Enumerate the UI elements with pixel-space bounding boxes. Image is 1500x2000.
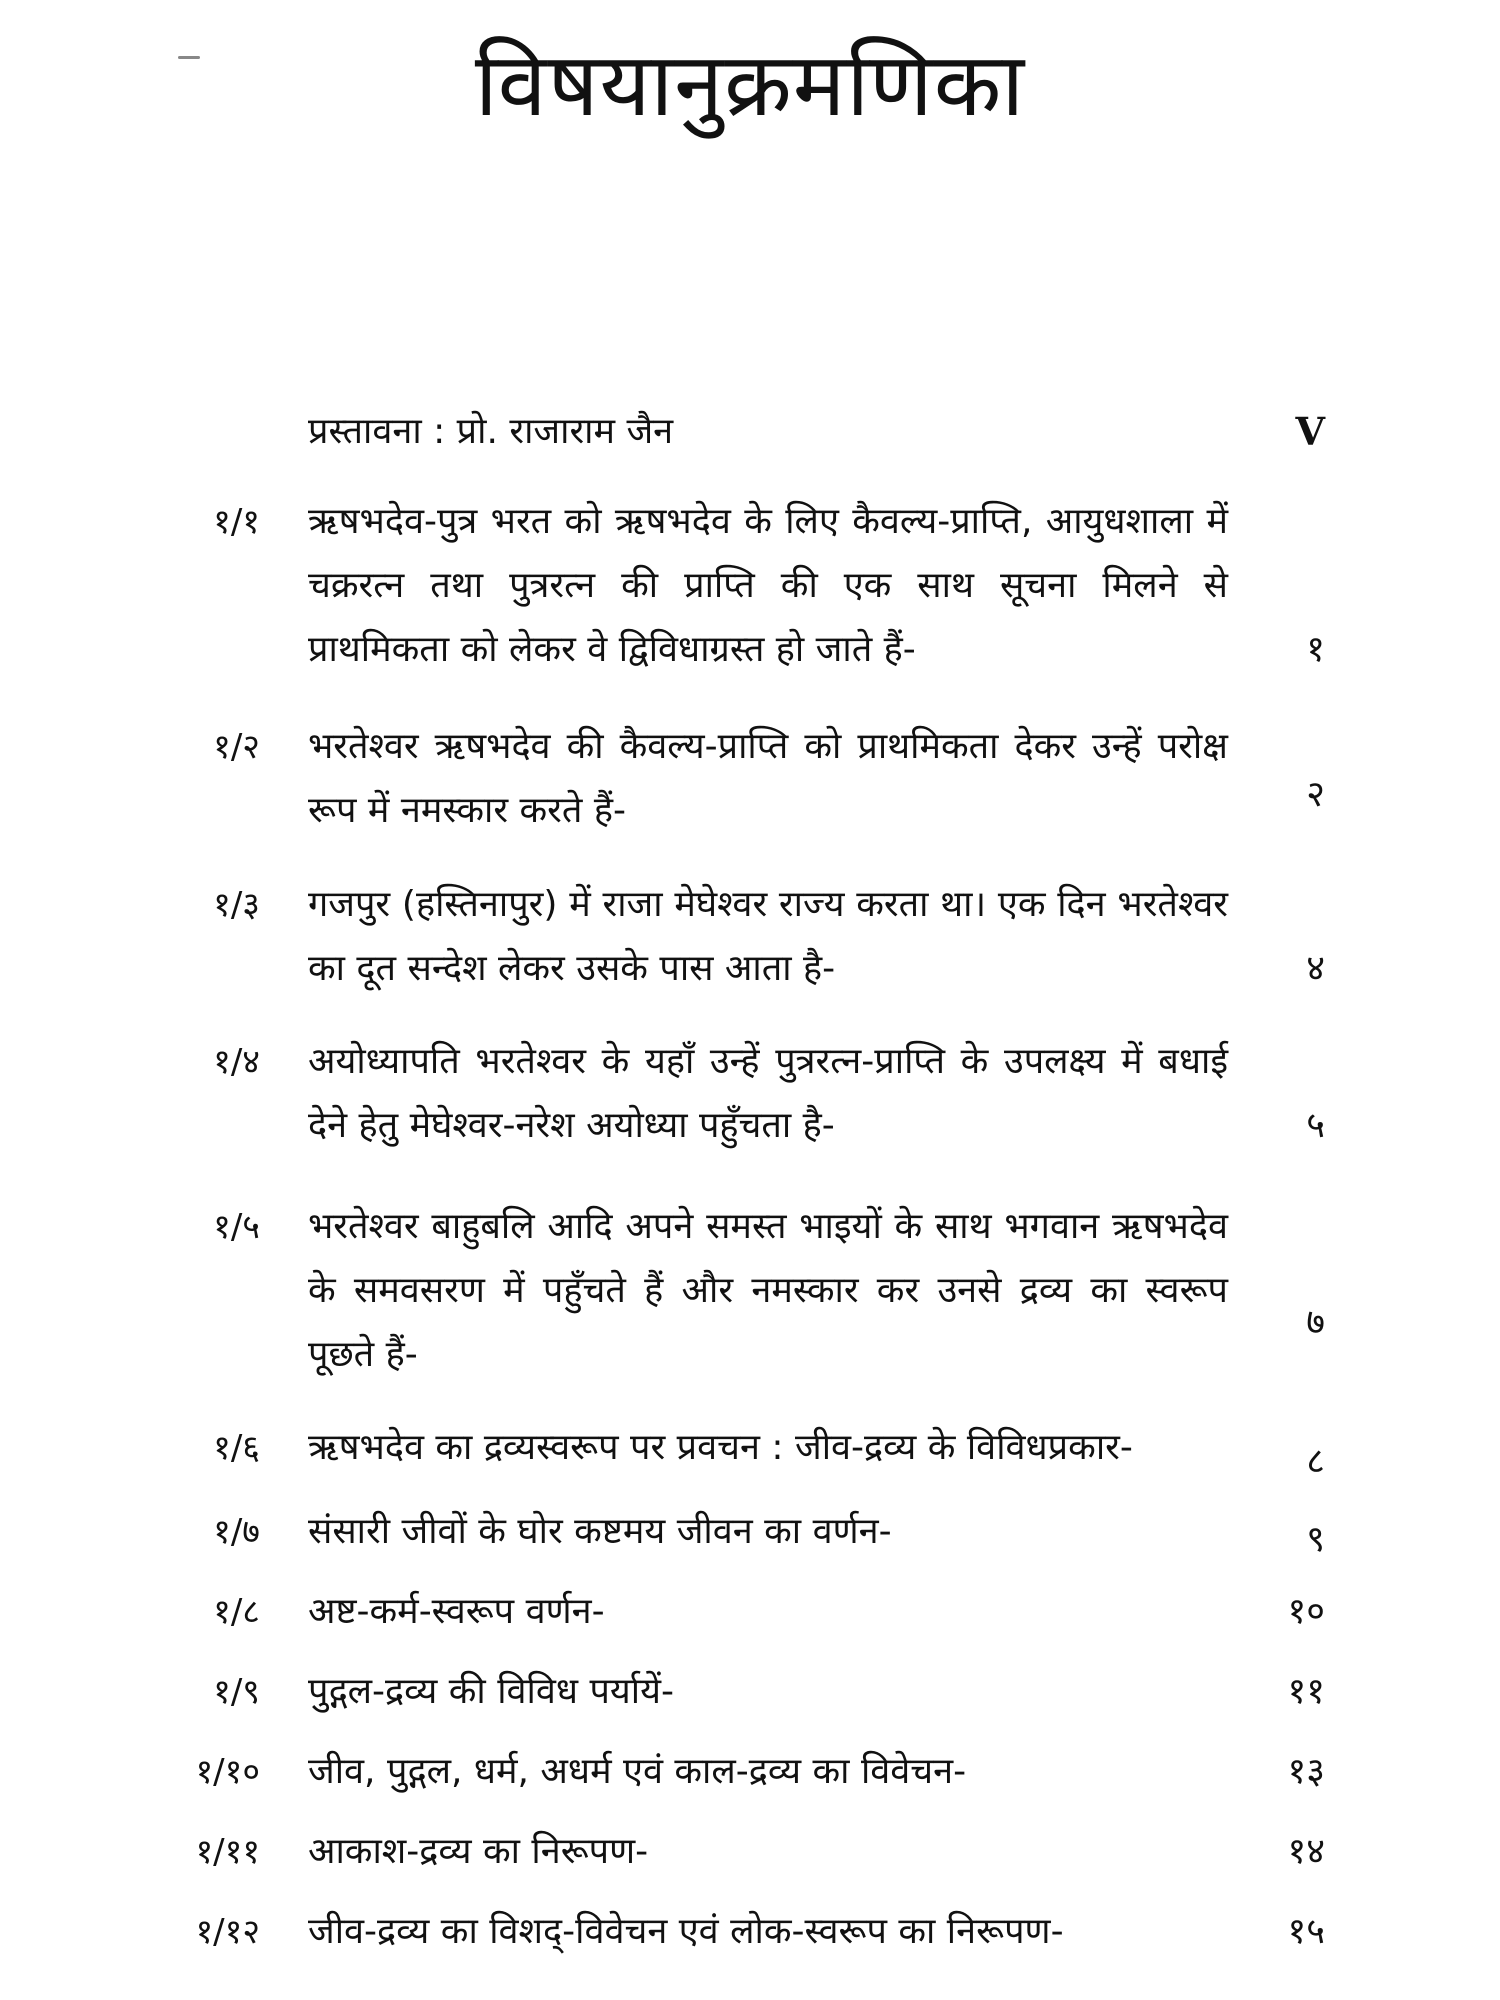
entry-number: १/७ <box>213 1512 260 1552</box>
entry-number: १/९ <box>213 1672 260 1712</box>
entry-number: १/५ <box>213 1207 260 1247</box>
entry-text: जीव, पुद्गल, धर्म, अधर्म एवं काल-द्रव्य का विवेचन- <box>308 1751 967 1792</box>
entry-page: ४ <box>1306 948 1325 989</box>
entry-page: १३ <box>1287 1751 1325 1792</box>
entry-number: १/१२ <box>195 1912 260 1952</box>
entry-number: १/८ <box>213 1592 260 1632</box>
entry-page: १५ <box>1287 1911 1325 1952</box>
entry-page: १ <box>1306 629 1325 670</box>
entry-number: १/३ <box>213 885 260 925</box>
entry-text: भरतेश्वर ऋषभदेव की कैवल्य-प्राप्ति को प्राथमिकता देकर उन्हें परोक्ष रूप में नमस्कार करते हैं- <box>308 726 1228 831</box>
entry-text: आकाश-द्रव्य का निरूपण- <box>308 1831 649 1872</box>
entry-page: १४ <box>1287 1831 1325 1872</box>
entry-number: १/११ <box>195 1832 260 1872</box>
entry-text: जीव-द्रव्य का विशद्-विवेचन एवं लोक-स्वरूप का निरूपण- <box>308 1911 1064 1952</box>
entry-number: १/१० <box>195 1752 260 1792</box>
entry-text: भरतेश्वर बाहुबलि आदि अपने समस्त भाइयों के साथ भगवान ऋषभदेव के समवसरण में पहुँचते हैं और नमस्कार कर उनसे द्रव्य का स्वरूप पूछते हैं- <box>308 1206 1228 1375</box>
entry-text: अयोध्यापति भरतेश्वर के यहाँ उन्हें पुत्ररत्न-प्राप्ति के उपलक्ष्य में बधाई देने हेतु मेघेश्वर-नरेश अयोध्या पहुँचता है- <box>308 1041 1228 1146</box>
entry-text: ऋषभदेव-पुत्र भरत को ऋषभदेव के लिए कैवल्य-प्राप्ति, आयुधशाला में चक्ररत्न तथा पुत्ररत्न की प्राप्ति की एक साथ सूचना मिलने से प्राथमिकता को लेकर वे द्विविधाग्रस्त हो जाते हैं- <box>308 501 1228 670</box>
entry-page: २ <box>1306 774 1325 815</box>
entry-page: ९ <box>1306 1519 1325 1560</box>
entry-number: १/४ <box>213 1042 260 1082</box>
entry-text: प्रस्तावना : प्रो. राजाराम जैन <box>308 411 674 452</box>
page-title: विषयानुक्रमणिका <box>474 33 1026 136</box>
entry-page: ५ <box>1306 1105 1325 1146</box>
entry-text: अष्ट-कर्म-स्वरूप वर्णन- <box>308 1591 605 1632</box>
entry-text: पुद्गल-द्रव्य की विविध पर्यायें- <box>308 1671 674 1712</box>
entry-page: ८ <box>1306 1441 1325 1482</box>
entry-text: गजपुर (हस्तिनापुर) में राजा मेघेश्वर राज्य करता था। एक दिन भरतेश्वर का दूत सन्देश लेकर उसके पास आता है- <box>308 884 1228 989</box>
entry-page: ११ <box>1287 1671 1325 1712</box>
entry-number: १/२ <box>213 727 260 767</box>
entry-number: १/१ <box>213 502 260 542</box>
entry-page: ७ <box>1306 1302 1325 1343</box>
entry-text: संसारी जीवों के घोर कष्टमय जीवन का वर्णन- <box>308 1511 892 1552</box>
entry-page: १० <box>1287 1591 1325 1632</box>
entry-number: १/६ <box>213 1428 260 1468</box>
entry-page: V <box>1295 409 1325 454</box>
entry-text: ऋषभदेव का द्रव्यस्वरूप पर प्रवचन : जीव-द्रव्य के विविधप्रकार- <box>308 1427 1133 1468</box>
